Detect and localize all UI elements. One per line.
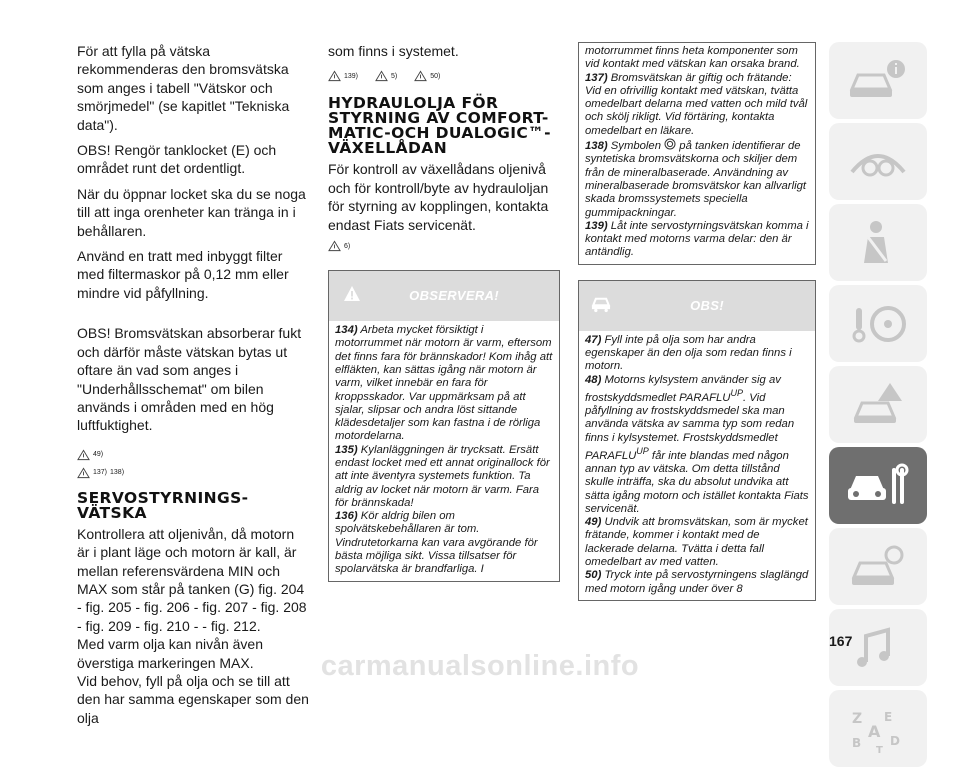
steering-wheel-icon	[846, 298, 910, 350]
warning-triangle-icon	[77, 467, 90, 479]
paragraph: som finns i systemet.	[328, 43, 459, 59]
paragraph: Kontrollera att oljenivån, då motorn är i plant läge och motorn är kall, är mellan referensvärdena MIN och MAX som står på tanken (G) fig. 204 - fig. 205 - fig. 206 - fig. 207 - fig. 208 - fig. 209 - fig. 210 - - fig. 212.	[77, 525, 307, 634]
section-heading: SERVOSTYRNINGS-VÄTSKA	[77, 488, 249, 522]
note-reference[interactable]: 5)	[391, 72, 398, 80]
note-number: 50)	[585, 569, 602, 582]
column-3	[578, 42, 816, 601]
caution-box-body	[579, 331, 815, 600]
warning-box	[328, 270, 560, 582]
note-reference[interactable]: 137)	[93, 469, 108, 477]
paragraph: OBS! Bromsvätskan absorberar fukt och därför måste vätskan bytas ut oftare än vad som anges i "Underhållsschemat" om bilen används i områden med en hög luftfuktighet.	[77, 325, 302, 434]
tab-technical-data[interactable]	[829, 528, 927, 605]
paragraph: OBS! Rengör tanklocket (E) och området runt det ordentligt.	[77, 142, 277, 177]
note-text: Arbeta mycket försiktigt i motorrummet när motorn är varm, eftersom det finns fara för brännskador! Kom ihåg att elfläkten, kan sättas igång när motorn är varm, vilket innebär en fara för kroppsskador. Var uppmärksam på att sjalar, slipsar och andra löst sittande klädesdetaljer som kan fastna i de rörliga motordelarna.	[335, 324, 553, 443]
caution-box-title: OBS!	[690, 297, 724, 313]
car-service-icon	[846, 460, 910, 512]
note-text: Symbolen	[610, 140, 662, 153]
svg-text:A: A	[868, 721, 881, 741]
note-number: 137)	[585, 71, 608, 84]
brake-fluid-symbol-icon	[664, 138, 676, 150]
car-warning-icon	[846, 379, 910, 431]
note-text: Tryck inte på servostyrningens slaglängd med motorn igång under över 8	[585, 569, 809, 595]
note-reference[interactable]: 6)	[344, 242, 351, 250]
tab-emergency[interactable]	[829, 366, 927, 443]
tab-index[interactable]	[829, 690, 927, 767]
reference-row	[328, 240, 560, 252]
column-1	[77, 42, 309, 727]
svg-text:B: B	[852, 735, 862, 750]
note-text: får inte blandas med någon annan typ av vätska. Om detta tillstånd skulle inträffa, ska du absolut undvika att sätta igång motorn och istället kontakta Fiats servicenät.	[585, 449, 809, 515]
paragraph: När du öppnar locket ska du se noga till att inga orenheter kan tränga in i behållaren.	[77, 185, 306, 239]
caution-box-header	[579, 281, 815, 331]
note-text: Fyll inte på olja som har andra egenskaper än den olja som redan finns i motorn.	[585, 333, 792, 373]
seatbelt-icon	[846, 217, 910, 269]
warning-box-body	[329, 321, 559, 581]
caution-box	[578, 280, 816, 601]
reference-row	[328, 70, 560, 82]
note-text: Kylanläggningen är trycksatt. Ersätt endast locket med ett annat originallock för att inte äventyra systemets funktion. Ta aldrig av locket när motorn är varm. Fara för brännskada!	[335, 443, 550, 509]
note-text: Undvik att bromsvätskan, som är mycket frätande, kommer i kontakt med de lackerade delarna. Tvätta i detta fall omedelbart av med vatten.	[585, 516, 808, 569]
warning-triangle-icon	[77, 449, 90, 461]
note-reference[interactable]: 138)	[110, 469, 125, 477]
paragraph: För att fylla på vätska rekommenderas den bromsvätska som anges i tabell "Vätskor och smörjmedel" (se kapitlet "Tekniska data").	[77, 43, 290, 133]
alphabet-index-icon	[846, 703, 910, 755]
column-2	[328, 42, 560, 582]
note-text: . Vid påfyllning av frostskyddsmedel ska man använda vätska av samma typ som redan finns i kylsystemet. Frostskyddsmedlet PARAFLU	[585, 391, 795, 462]
superscript: UP	[636, 445, 649, 456]
note-reference[interactable]: 139)	[344, 72, 359, 80]
svg-text:T: T	[876, 744, 883, 755]
reference-row	[77, 467, 309, 479]
watermark: carmanualsonline.info	[320, 650, 640, 682]
note-number: 138)	[585, 140, 608, 153]
section-heading: HYDRAULOLJA FÖR STYRNING AV COMFORT-MATIC-OCH DUALOGIC™-VÄXELLÅDAN	[328, 94, 551, 158]
note-text: Låt inte servostyrningsvätskan komma i kontakt med motorns varma delar: den är antändlig.	[585, 219, 809, 259]
note-reference[interactable]: 50)	[430, 72, 441, 80]
page-number: 167	[829, 633, 853, 649]
superscript: UP	[730, 387, 743, 398]
tab-maintenance[interactable]	[829, 447, 927, 524]
svg-text:E: E	[884, 709, 893, 724]
note-number: 47)	[585, 333, 602, 346]
reference-row	[77, 449, 309, 461]
warning-triangle-icon	[328, 70, 341, 82]
paragraph: Med varm olja kan nivån även överstiga markeringen MAX.	[77, 636, 263, 671]
warning-box-header	[329, 271, 559, 321]
note-number: 136)	[335, 510, 358, 523]
note-text: Kör aldrig bilen om spolvätskebehållaren är tom. Vindrutetorkarna kan vara avgörande för bästa möjliga sikt. Vissa tillsatser för spolarvätska är brandfarliga. I	[335, 510, 538, 576]
warning-box-continued	[578, 42, 816, 265]
note-text: Motorns kylsystem använder sig av frostskyddsmedlet PARAFLU	[585, 373, 781, 404]
tab-dashboard[interactable]	[829, 123, 927, 200]
svg-text:D: D	[890, 733, 900, 748]
tab-safety[interactable]	[829, 204, 927, 281]
note-text: motorrummet finns heta komponenter som vid kontakt med vätskan kan orsaka brand.	[585, 45, 800, 71]
note-number: 135)	[335, 443, 358, 456]
note-text: på tanken identifierar de syntetiska bromsvätskorna och skiljer dem från de mineralbaserade. Användning av mineralbaserade bromsvätskor kan allvarligt skada bromssystemets speciella gummipackningar.	[585, 140, 807, 219]
warning-box-title: OBSERVERA!	[409, 288, 499, 304]
note-number: 139)	[585, 219, 608, 232]
note-number: 48)	[585, 373, 602, 386]
car-crash-icon	[846, 541, 910, 593]
car-info-icon	[846, 55, 910, 107]
tab-starting[interactable]	[829, 285, 927, 362]
note-number: 134)	[335, 324, 358, 337]
svg-text:Z: Z	[852, 710, 863, 727]
dashboard-icon	[846, 136, 910, 188]
warning-triangle-icon	[414, 70, 427, 82]
warning-triangle-icon	[375, 70, 388, 82]
paragraph: Använd en tratt med inbyggt filter med filtermaskor på 0,12 mm eller mindre vid påfyllning.	[77, 248, 289, 301]
tab-car-info[interactable]	[829, 42, 927, 119]
note-number: 49)	[585, 516, 602, 529]
note-text: Bromsvätskan är giftig och frätande: Vid en ofrivillig kontakt med vätskan, tvätta omedelbart delarna med vatten och mild tvål och skölj rikligt. Vid förtäring, kontakta omedelbart en läkare.	[585, 71, 808, 137]
paragraph: För kontroll av växellådans oljenivå och för kontroll/byte av hydrauloljan för styrning av kopplingen, kontakta endast Fiats servicenät.	[328, 161, 549, 233]
paragraph: Vid behov, fyll på olja och se till att den har samma egenskaper som den olja	[77, 672, 309, 726]
note-reference[interactable]: 49)	[93, 451, 104, 459]
warning-triangle-icon	[328, 240, 341, 252]
